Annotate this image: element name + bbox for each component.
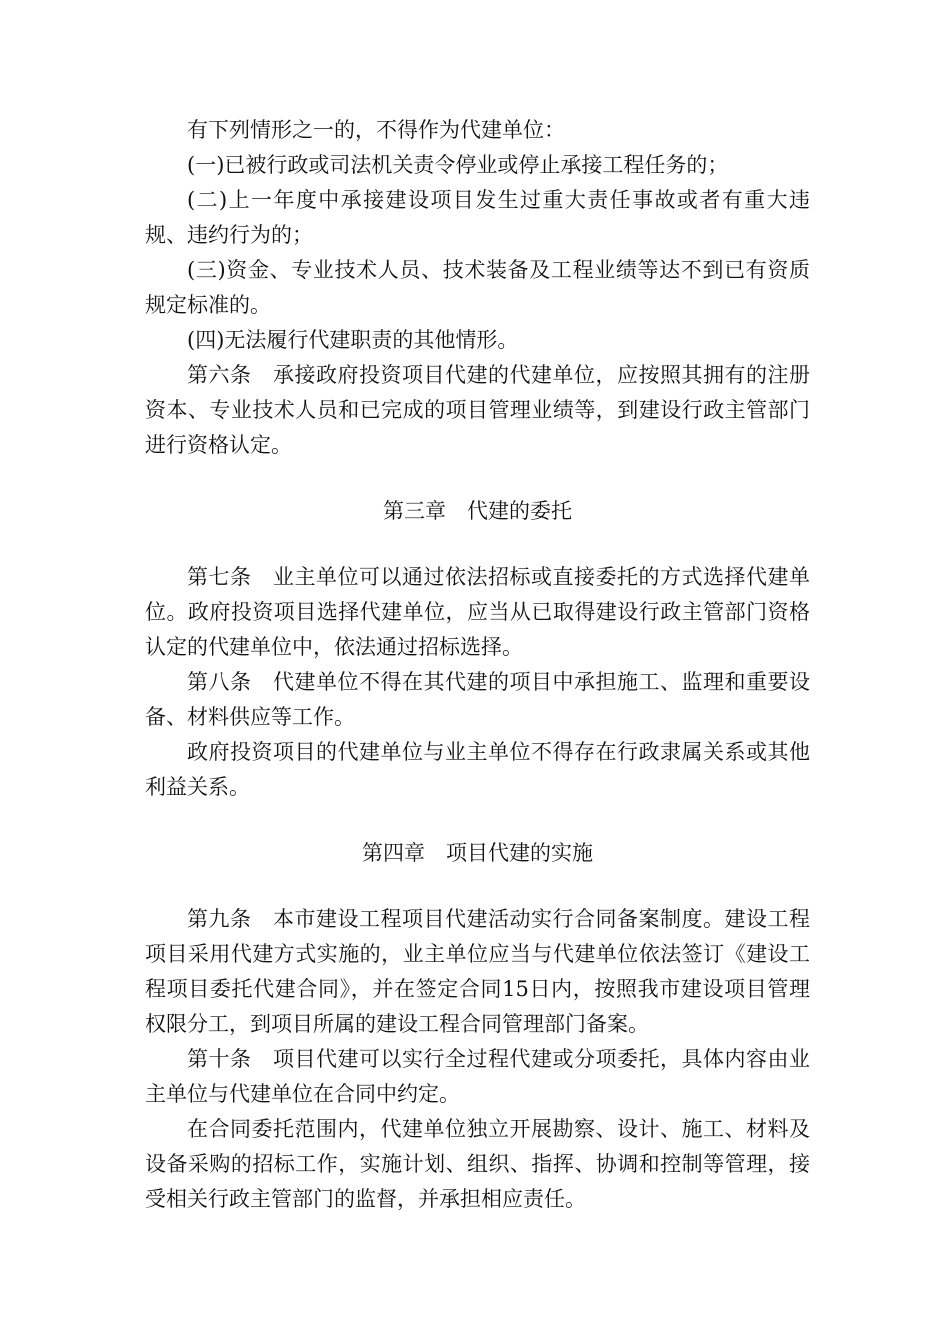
paragraph-item-1: (一)已被行政或司法机关责令停业或停止承接工程任务的；	[187, 153, 729, 177]
paragraph-item-3: (三)资金、专业技术人员、技术装备及工程业绩等达不到已有资质规定标准的。	[145, 258, 810, 317]
paragraph-article-8-cont: 政府投资项目的代建单位与业主单位不得存在行政隶属关系或其他利益关系。	[145, 740, 810, 799]
paragraph-item-4: (四)无法履行代建职责的其他情形。	[187, 328, 519, 352]
document-body	[145, 113, 810, 1217]
paragraph-item-2: (二)上一年度中承接建设项目发生过重大责任事故或者有重大违规、违约行为的；	[145, 188, 810, 247]
paragraph-article-7: 第七条 业主单位可以通过依法招标或直接委托的方式选择代建单位。政府投资项目选择代建单位，应当从已取得建设行政主管部门资格认定的代建单位中，依法通过招标选择。	[145, 565, 810, 659]
paragraph-article-8: 第八条 代建单位不得在其代建的项目中承担施工、监理和重要设备、材料供应等工作。	[145, 670, 810, 729]
paragraph-article-9: 第九条 本市建设工程项目代建活动实行合同备案制度。建设工程项目采用代建方式实施的，业主单位应当与代建单位依法签订《建设工程项目委托代建合同》，并在签定合同15日内，按照我市建设项目管理权限分工，到项目所属的建设工程合同管理部门备案。	[145, 907, 810, 1036]
chapter-3-heading: 第三章 代建的委托	[383, 499, 572, 523]
chapter-4-heading: 第四章 项目代建的实施	[362, 841, 593, 865]
paragraph-article-10: 第十条 项目代建可以实行全过程代建或分项委托，具体内容由业主单位与代建单位在合同中约定。	[145, 1047, 810, 1106]
paragraph-article-10-cont: 在合同委托范围内，代建单位独立开展勘察、设计、施工、材料及设备采购的招标工作，实施计划、组织、指挥、协调和控制等管理，接受相关行政主管部门的监督，并承担相应责任。	[145, 1117, 810, 1211]
paragraph-intro: 有下列情形之一的，不得作为代建单位：	[187, 118, 565, 142]
paragraph-article-6: 第六条 承接政府投资项目代建的代建单位，应按照其拥有的注册资本、专业技术人员和已完成的项目管理业绩等，到建设行政主管部门进行资格认定。	[145, 363, 810, 457]
